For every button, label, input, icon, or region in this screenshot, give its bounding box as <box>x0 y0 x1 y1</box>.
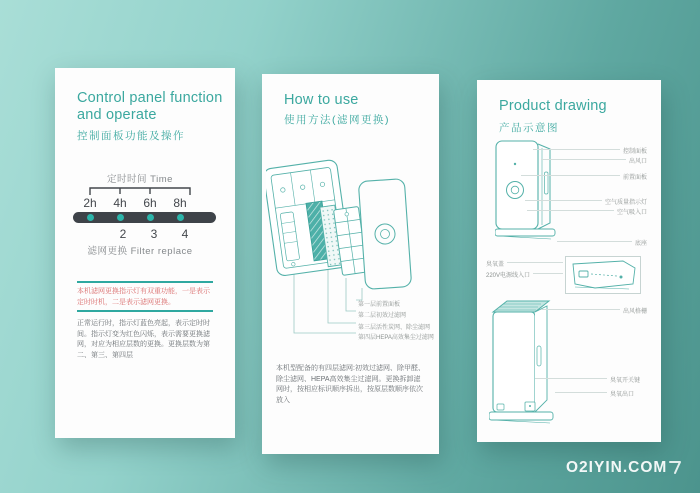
label-control-panel: 控制面板 <box>623 149 648 155</box>
label-front-panel: 前置面板 <box>623 175 648 181</box>
leader-line <box>533 273 563 274</box>
divider-rule-bottom <box>77 310 213 312</box>
watermark-text: O2IYIN.COM <box>566 459 668 476</box>
product-front-view-diagram <box>495 138 561 250</box>
timer-dot-2 <box>117 214 124 221</box>
watermark-logo-icon <box>668 458 684 476</box>
control-body-text: 正常运行时，指示灯蓝色亮起，表示定时时间。指示灯变为红色闪烁，表示需要更换滤网，对应为相应层数的更换。更换层数为第二、第三、第四层 <box>77 320 210 359</box>
product-bottom-inset-diagram <box>565 256 641 294</box>
control-panel-card <box>55 68 235 438</box>
how-to-use-card <box>262 74 439 454</box>
filter-layer-label-1: 第一层前置面板 <box>358 302 401 308</box>
label-air-quality-light: 空气质量指示灯 <box>605 200 648 206</box>
label-ozone-cover: 臭氧盖 <box>486 262 505 268</box>
control-card-title: Control panel function and operate <box>77 90 223 123</box>
timer-dot-4 <box>177 214 184 221</box>
timer-dot-1 <box>87 214 94 221</box>
hour-label-4h: 4h <box>113 196 127 210</box>
product-back-view-diagram <box>489 296 565 426</box>
label-power-inlet: 220V电源线入口 <box>486 273 531 279</box>
leader-line <box>555 392 607 393</box>
filter-layer-label-3: 第三层活性炭网、除尘滤网 <box>358 325 431 331</box>
filter-layer-label-4: 第四层HEPA高效集尘过滤网 <box>358 335 434 341</box>
timer-dot-3 <box>147 214 154 221</box>
purifier-front-panel <box>358 179 411 290</box>
timer-time-label: 定时时间 Time <box>107 174 173 185</box>
label-air-intake: 空气吸入口 <box>617 210 648 216</box>
leader-lines <box>294 270 362 333</box>
label-ozone-switch: 臭氧开关键 <box>610 378 641 384</box>
timer-bracket <box>83 187 193 196</box>
leader-line <box>525 200 602 201</box>
leader-line <box>507 262 563 263</box>
replace-number-4: 4 <box>181 227 189 241</box>
hour-label-8h: 8h <box>173 196 187 210</box>
product-card-subtitle: 产品示意图 <box>499 122 559 134</box>
replace-number-3: 3 <box>150 227 158 241</box>
leader-line <box>533 149 620 150</box>
leader-line <box>535 378 607 379</box>
timer-bar <box>73 212 216 223</box>
leader-line <box>521 175 620 176</box>
divider-rule-top <box>77 281 213 283</box>
label-base: 底座 <box>635 241 648 247</box>
leader-line <box>557 241 632 242</box>
howto-card-title: How to use <box>284 92 359 108</box>
product-drawing-card <box>477 80 661 442</box>
red-note-text: 本机滤网更换指示灯有双重功能，一是表示定时时机，二是表示滤网更换。 <box>77 288 210 306</box>
label-outlet-grille: 出风格栅 <box>623 309 648 315</box>
leader-line <box>541 309 620 310</box>
control-card-subtitle: 控制面板功能及操作 <box>77 130 185 142</box>
hour-label-2h: 2h <box>83 196 97 210</box>
leader-line <box>527 210 614 211</box>
replace-number-2: 2 <box>119 227 127 241</box>
hour-label-6h: 6h <box>143 196 157 210</box>
leader-line <box>541 159 626 160</box>
filter-replace-label: 滤网更换 Filter replace <box>87 246 193 257</box>
product-card-title: Product drawing <box>499 98 607 114</box>
filter-layer-label-2: 第二层初效过滤网 <box>358 313 407 319</box>
howto-body-text: 本机型配备的有四层滤网:初效过滤网、除甲醛、除尘滤网、HEPA高效集尘过滤网。更换拆卸滤网时，按相应标识顺序拆出，按原层数顺序依次放入 <box>276 365 425 404</box>
howto-card-subtitle: 使用方法(滤网更换) <box>284 114 390 126</box>
label-ozone-outlet: 臭氧出口 <box>610 392 635 398</box>
label-air-outlet: 出风口 <box>629 159 648 165</box>
